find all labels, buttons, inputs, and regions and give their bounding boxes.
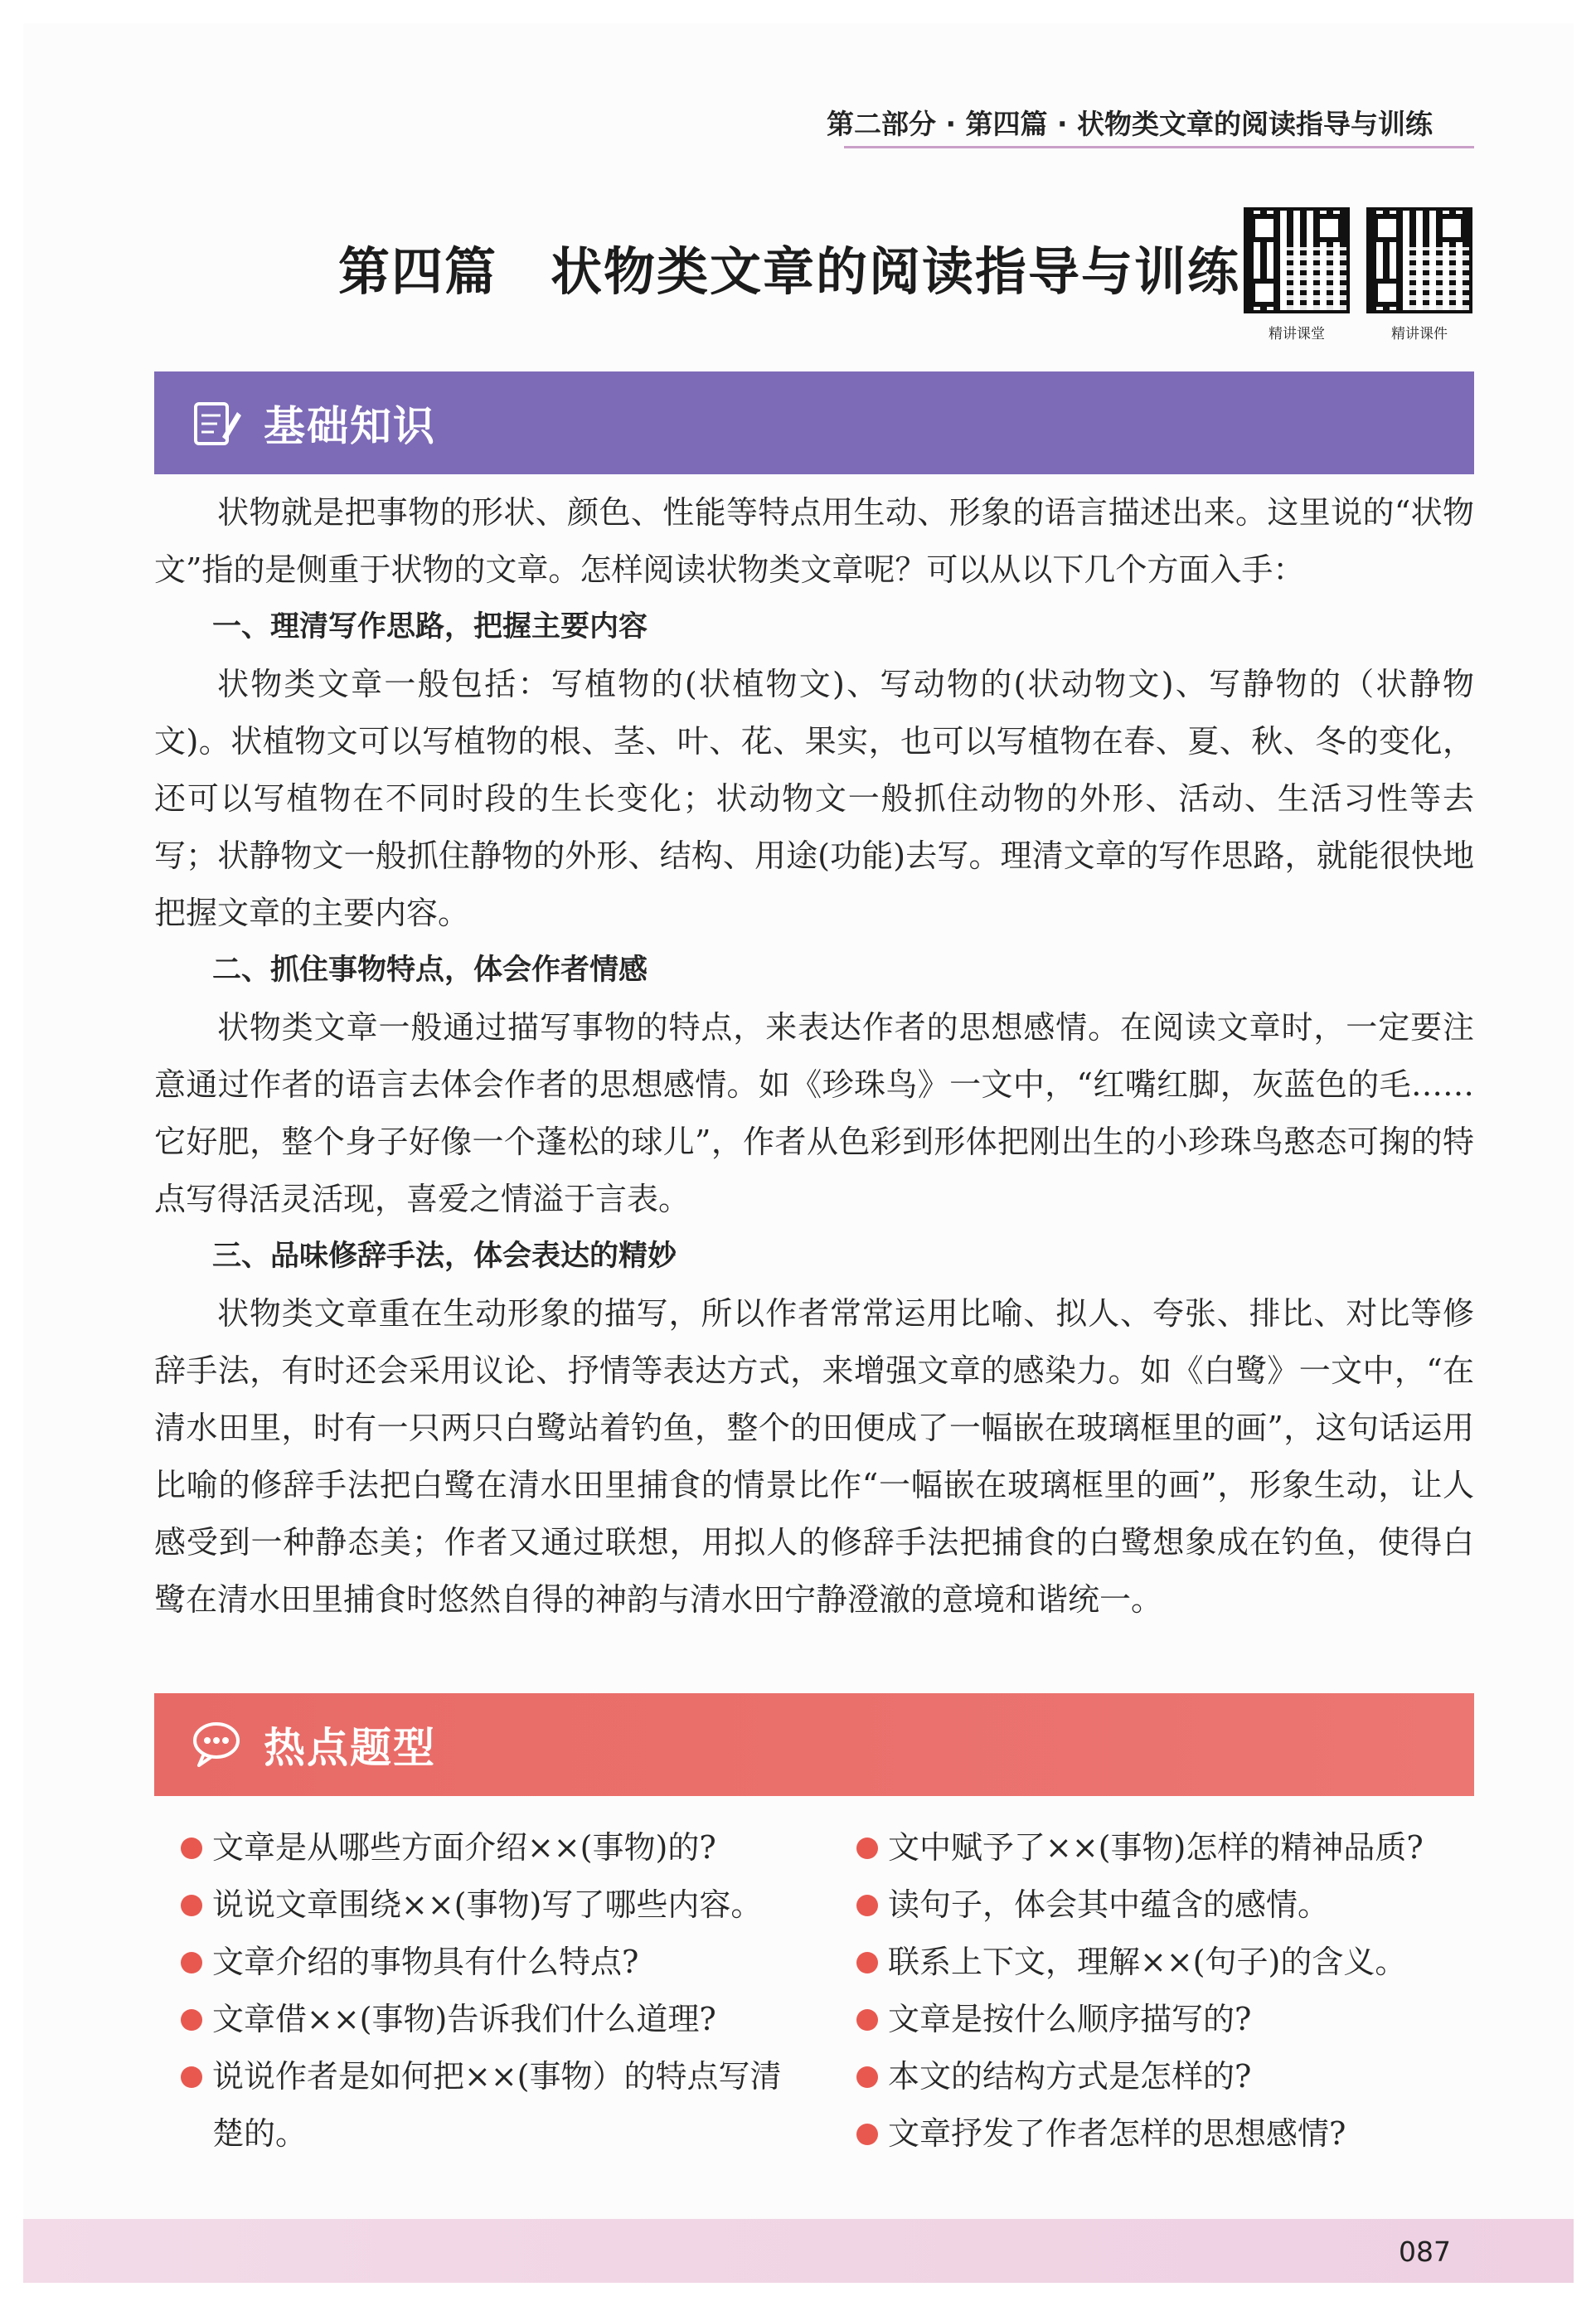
bullet-dot-icon — [856, 2009, 878, 2031]
bullet-dot-icon — [181, 1838, 202, 1859]
list-item — [181, 2048, 784, 2163]
qr-code-slides[interactable] — [1366, 207, 1472, 313]
section-title-hot-questions: 热点题型 — [264, 1724, 436, 1772]
list-item — [181, 1876, 827, 1934]
list-item — [856, 2105, 1503, 2163]
running-head: 第二部分 · 第四篇 · 状物类文章的阅读指导与训练 — [826, 108, 1433, 140]
question-text: 本文的结构方式是怎样的? — [888, 2058, 1252, 2095]
page-title: 第四篇 状物类文章的阅读指导与训练 — [338, 241, 1241, 302]
list-item — [856, 1876, 1503, 1934]
bullet-dot-icon — [856, 2066, 878, 2088]
point-text-3: 状物类文章重在生动形象的描写，所以作者常常运用比喻、拟人、夸张、排比、对比等修辞手法，有时还会采用议论、抒情等表达方式，来增强文章的感染力。如《白鹭》一文中，“在清水田里，时有一只两只白鹭站着钓鱼，整个的田便成了一幅嵌在玻璃框里的画”，这句话运用比喻的修辞手法把白鹭在清水田里捕食的情景比作“一幅嵌在玻璃框里的画”，形象生动，让人感受到一种静态美；作者又通过联想，用拟人的修辞手法把捕食的白鹭想象成在钓鱼，使得白鹭在清水田里捕食时悠然自得的神韵与清水田宁静澄澈的意境和谐统一。 — [154, 1295, 1474, 1618]
question-text: 联系上下文，理解××(句子)的含义。 — [888, 1944, 1407, 1980]
bullet-dot-icon — [181, 1952, 202, 1973]
qr-caption-lecture: 精讲课堂 — [1269, 326, 1325, 342]
question-text: 文章是从哪些方面介绍××(事物)的? — [212, 1829, 716, 1866]
point-heading-2: 二、抓住事物特点，体会作者情感 — [212, 954, 648, 987]
bullet-dot-icon — [856, 1895, 878, 1916]
point-heading-3: 三、品味修辞手法，体会表达的精妙 — [212, 1240, 677, 1273]
list-item — [181, 1934, 827, 1991]
point-heading-1: 一、理清写作思路，把握主要内容 — [212, 610, 648, 643]
speech-bubble-icon — [189, 1717, 244, 1772]
question-text: 文中赋予了××(事物)怎样的精神品质? — [888, 1829, 1424, 1866]
page-number: 087 — [1399, 2236, 1451, 2268]
bullet-dot-icon — [181, 1895, 202, 1916]
notepad-pencil-icon — [189, 396, 244, 450]
basic-knowledge-content — [154, 484, 1474, 1629]
bullet-dot-icon — [856, 2124, 878, 2145]
question-text: 说说作者是如何把××(事物）的特点写清楚的。 — [212, 2058, 782, 2152]
question-text: 文章介绍的事物具有什么特点? — [212, 1944, 639, 1980]
bullet-dot-icon — [856, 1952, 878, 1973]
question-text: 文章抒发了作者怎样的思想感情? — [888, 2115, 1346, 2152]
bullet-dot-icon — [181, 2009, 202, 2031]
bullet-dot-icon — [856, 1838, 878, 1859]
question-list-left — [181, 1819, 827, 2163]
footer-band — [23, 2219, 1574, 2283]
list-item — [856, 2048, 1503, 2105]
list-item — [856, 1991, 1503, 2048]
question-text: 文章是按什么顺序描写的? — [888, 2001, 1252, 2037]
question-text: 读句子，体会其中蕴含的感情。 — [888, 1886, 1330, 1923]
list-item — [181, 1819, 827, 1876]
question-text: 说说文章围绕××(事物)写了哪些内容。 — [212, 1886, 763, 1923]
section-title-basic-knowledge: 基础知识 — [264, 402, 436, 450]
list-item — [181, 1991, 827, 2048]
qr-caption-slides: 精讲课件 — [1391, 326, 1448, 342]
point-text-1: 状物类文章一般包括：写植物的(状植物文)、写动物的(状动物文)、写静物的（状静物文)。状植物文可以写植物的根、茎、叶、花、果实，也可以写植物在春、夏、秋、冬的变化，还可以写植物在不同时段的生长变化；状动物文一般抓住动物的外形、活动、生活习性等去写；状静物文一般抓住静物的外形、结构、用途(功能)去写。理清文章的写作思路，就能很快地把握文章的主要内容。 — [154, 666, 1474, 931]
page — [23, 23, 1574, 2283]
list-item — [856, 1819, 1503, 1876]
header-rule — [844, 146, 1474, 148]
point-text-2: 状物类文章一般通过描写事物的特点，来表达作者的思想感情。在阅读文章时，一定要注意通过作者的语言去体会作者的思想感情。如《珍珠鸟》一文中，“红嘴红脚，灰蓝色的毛……它好肥，整个身子好像一个蓬松的球儿”，作者从色彩到形体把刚出生的小珍珠鸟憨态可掬的特点写得活灵活现，喜爱之情溢于言表。 — [154, 1009, 1474, 1217]
list-item — [856, 1934, 1503, 1991]
section-header-basic-knowledge — [154, 371, 1474, 474]
question-text: 文章借××(事物)告诉我们什么道理? — [212, 2001, 716, 2037]
section-header-hot-questions — [154, 1693, 1474, 1796]
bullet-dot-icon — [181, 2066, 202, 2088]
qr-code-lecture[interactable] — [1244, 207, 1350, 313]
intro-paragraph: 状物就是把事物的形状、颜色、性能等特点用生动、形象的语言描述出来。这里说的“状物文”指的是侧重于状物的文章。怎样阅读状物类文章呢？可以从以下几个方面入手： — [154, 494, 1474, 588]
question-list-right — [856, 1819, 1503, 2163]
